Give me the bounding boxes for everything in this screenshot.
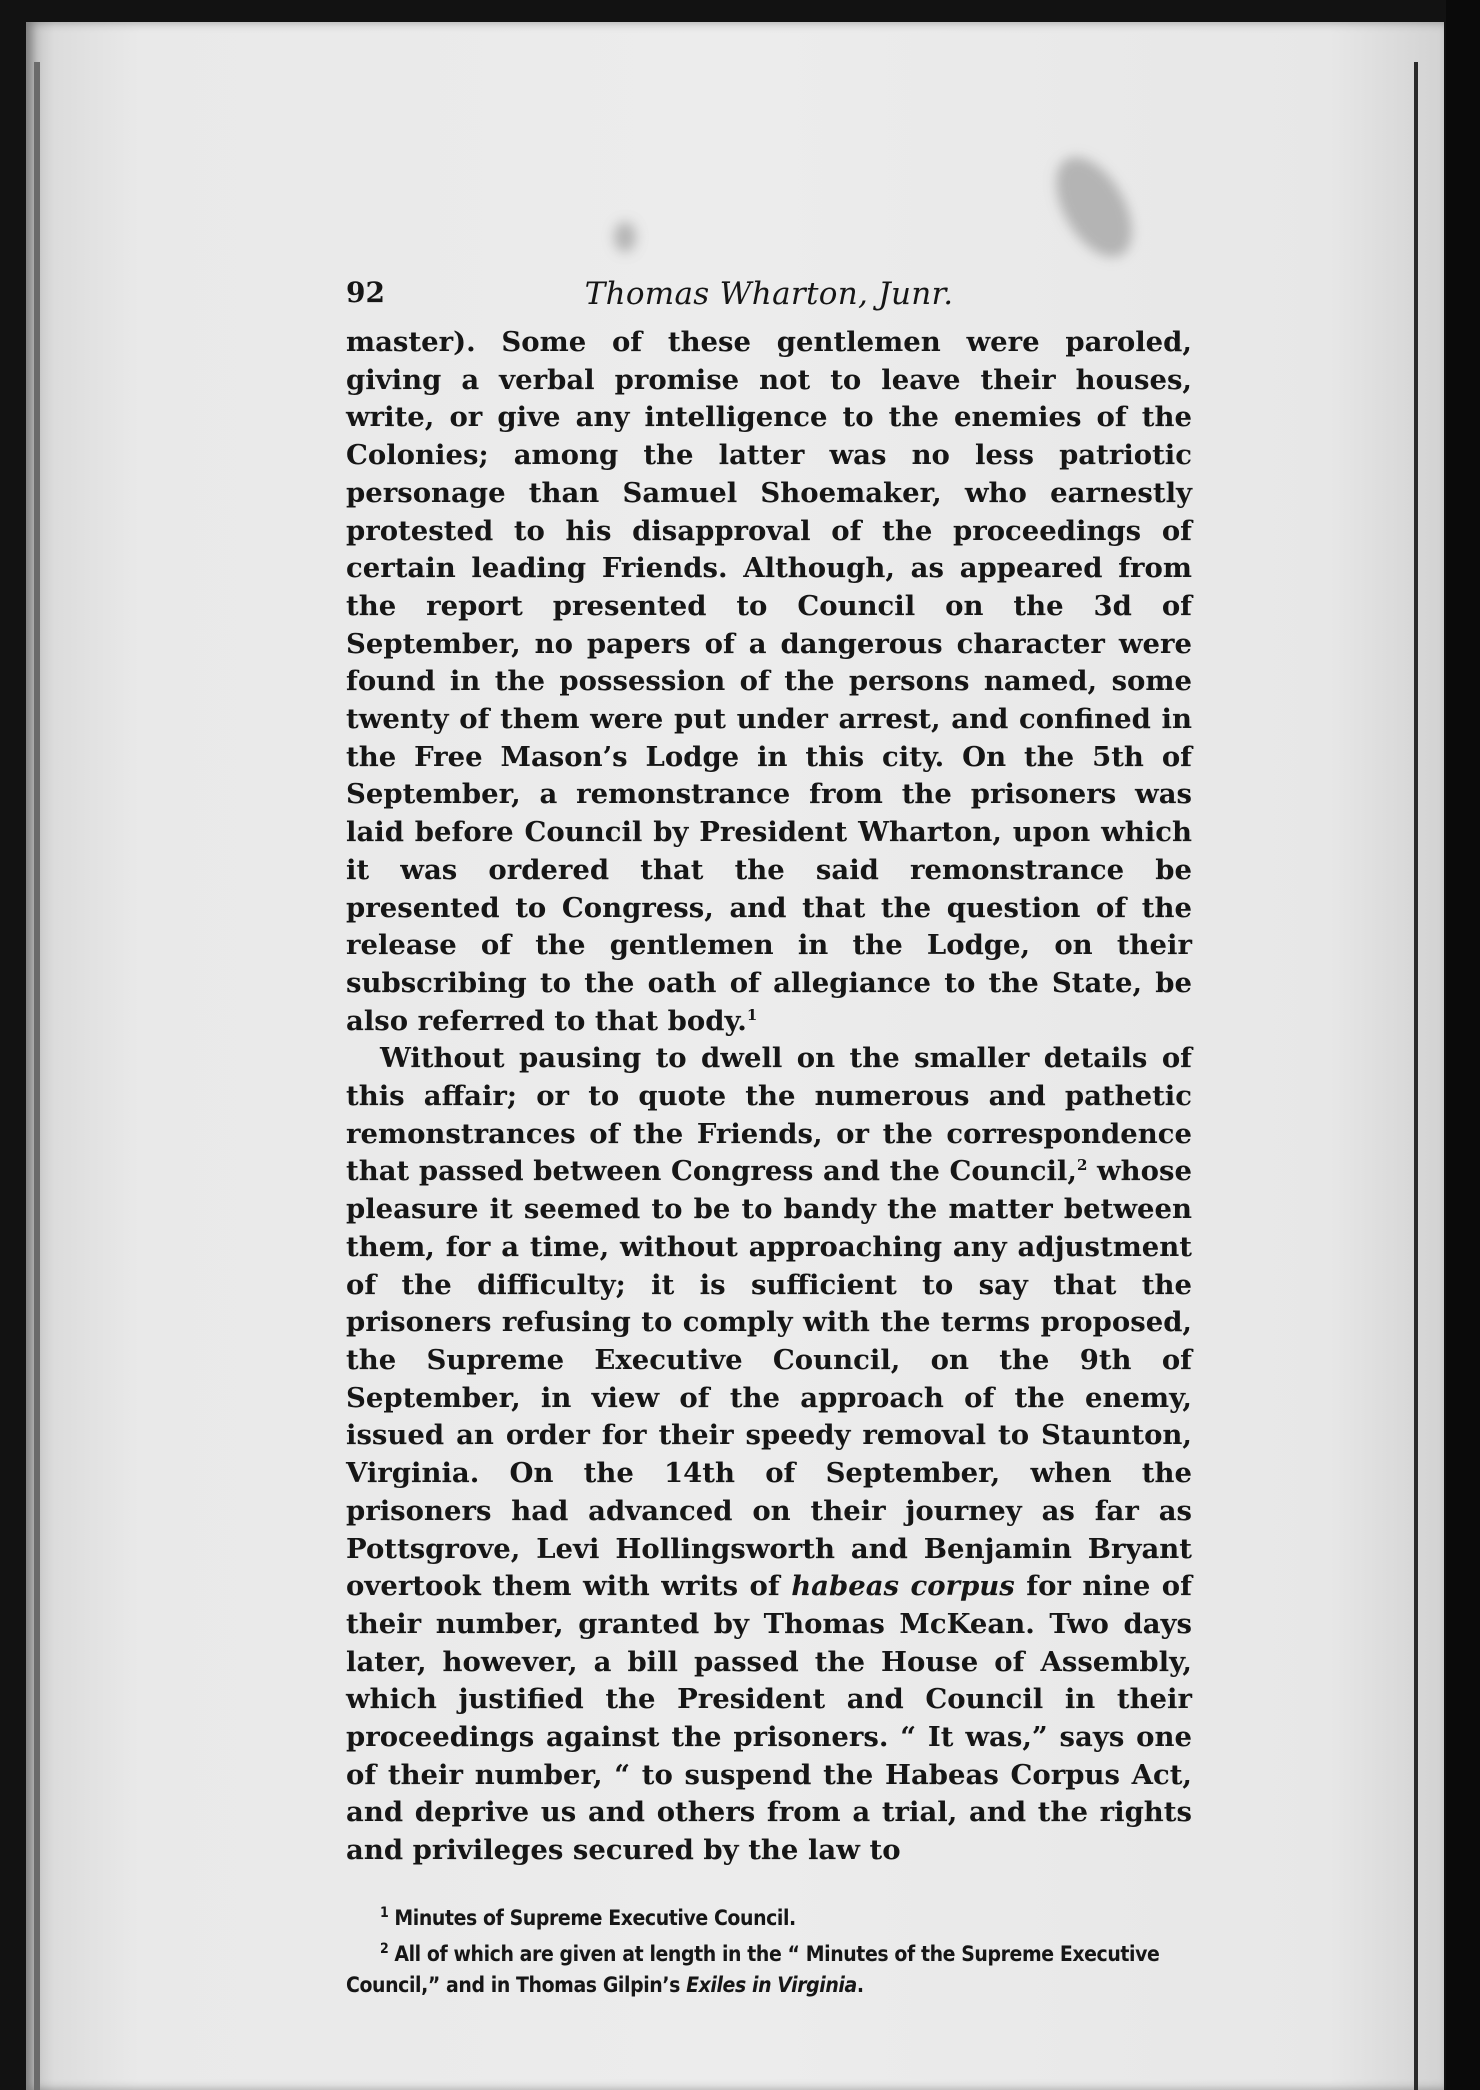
italic-text: habeas corpus	[791, 1570, 1015, 1603]
text-run: whose pleasure it seemed to be to bandy the matter between them, for a time, without approaching any adjustment of the difficulty; it is sufficient to say that the prisoners refusing to comply with the terms proposed, the Supreme Executive Council, on the 9th of September, in view of the approach of the enemy, issued an order for their speedy removal to Staunton, Virginia. On the 14th of September, when the prisoners had advanced on their journey as far as Pottsgrove, Levi Hollingsworth and Benjamin Bryant overtook them with writs of	[346, 1155, 1192, 1603]
text-run: .	[856, 1972, 864, 1997]
binding-edge	[34, 62, 40, 2090]
text-run: Without pausing to dwell on the smaller details of this affair; or to quote the numerous and pathetic remonstrances of the Friends, or the correspondence that passed between Congress and the Council,	[346, 1042, 1192, 1188]
ink-smudge	[1041, 144, 1148, 269]
italic-text: Exiles in Virginia	[686, 1972, 857, 1997]
text-run: Minutes of Supreme Executive Council.	[394, 1905, 796, 1930]
footnote	[346, 1898, 1192, 1934]
footnote	[346, 1934, 1192, 2001]
scanner-border	[1446, 0, 1480, 2090]
running-title: Thomas Wharton, Junr.	[584, 276, 954, 312]
page-header	[346, 270, 1192, 324]
footnote-reference: 2	[1076, 1156, 1088, 1175]
paragraph	[346, 324, 1192, 1040]
footnotes	[346, 1898, 1192, 2001]
page-edge-shadow	[1414, 62, 1418, 2090]
footnote-mark: 1	[380, 1904, 389, 1921]
text-run: for nine of their number, granted by Thomas McKean. Two days later, however, a bill passed the House of Assembly, which justified the President and Council in their proceedings against the prisoners. “ It was,” says one of their number, “ to suspend the Habeas Corpus Act, and deprive us and others from a trial, and the rights and privileges secured by the law to	[346, 1570, 1192, 1867]
footnote-mark: 2	[380, 1940, 389, 1957]
page-number: 92	[346, 276, 385, 309]
paragraph	[346, 1040, 1192, 1869]
body-text	[346, 324, 1192, 1870]
page-content	[346, 270, 1192, 2001]
text-run: master). Some of these gentlemen were paroled, giving a verbal promise not to leave their houses, write, or give any intelligence to the enemies of the Colonies; among the latter was no less patriotic personage than Samuel Shoemaker, who earnestly protested to his disapproval of the proceedings of certain leading Friends. Although, as appeared from the report presented to Council on the 3d of September, no papers of a dangerous character were found in the possession of the persons named, some twenty of them were put under arrest, and confined in the Free Mason’s Lodge in this city. On the 5th of September, a remonstrance from the prisoners was laid before Council by President Wharton, upon which it was ordered that the said remonstrance be presented to Congress, and that the question of the release of the gentlemen in the Lodge, on their subscribing to the oath of allegiance to the State, be also referred to that body.	[346, 326, 1192, 1037]
ink-speck	[614, 222, 636, 252]
footnote-reference: 1	[746, 1005, 758, 1024]
text-run: All of which are given at length in the “ Minutes of the Supreme Executive Council,” and in Thomas Gilpin’s	[346, 1941, 1160, 1997]
